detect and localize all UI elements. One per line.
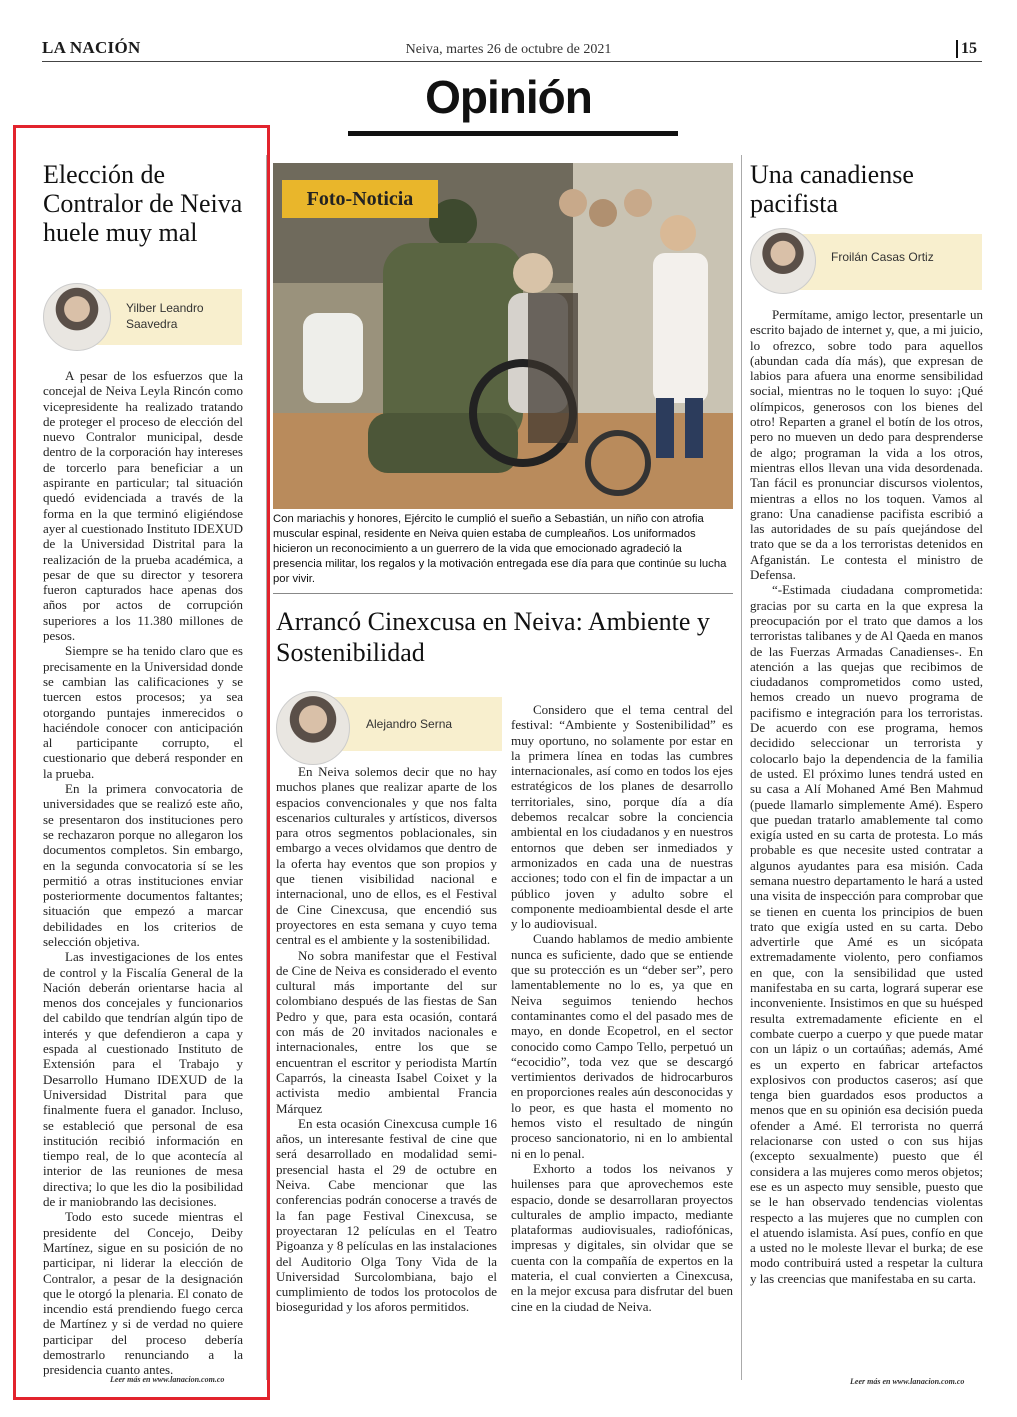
col2-headline: Arrancó Cinexcusa en Neiva: Ambiente y Sostenibilidad [276, 607, 710, 667]
col3-article-body [750, 307, 983, 1286]
paragraph: Considero que el tema central del festival: “Ambiente y Sostenibilidad” es muy oportuno, no solamente por estar en la primera línea en todas las cumbres internacionales, así como en todos los ejes estratégicos de los planes de desarrollo territoriales, sino, porque día a día debemos recalcar sobre la conciencia ambiental en los ciudadanos y en nuestros entornos que deben ser inmediados y armonizados en cada una de nuestras acciones; todo con el fin de impactar a un público joven y adulto sobre el componente medioambiental desde el arte y lo audiovisual. [511, 702, 733, 932]
col2-article-body-left [276, 764, 497, 1315]
col3-read-more: Leer más en www.lanacion.com.co [850, 1377, 965, 1386]
col1-read-more: Leer más en www.lanacion.com.co [110, 1375, 225, 1384]
col1-article-body [43, 368, 243, 1378]
paragraph: En la primera convocatoria de universidades que se realizó este año, se presentaron dos instituciones pero se rechazaron porque no allegaron los documentos completos. Sin embargo, en la segunda convocatoria sí se les permitió a otras instituciones enviar posteriormente documentos faltantes; situación que empezó a marcar debilidades en los criterios de selección objetiva. [43, 781, 243, 949]
col3-author-name: Froilán Casas Ortiz [831, 250, 934, 264]
paragraph: Cuando hablamos de medio ambiente nunca es suficiente, dado que se entiende que su protección es un “deber ser”, pero lamentablemente no lo es, ya que en Neiva seguimos teniendo hechos contaminantes como el del pasado mes de mayo, en donde Ecopetrol, en el sector conocido como Campo Tello, perpetuó un “ecocidio”, toda vez que se descargó vertimientos derivados de hidrocarburos en proporciones reales aún desconocidas y lo peor, es que hasta el momento no hemos visto el resultado de ningún proceso sancionatorio, ni en lo ambiental ni en lo penal. [511, 931, 733, 1161]
paragraph: Siempre se ha tenido claro que es precisamente en la Universidad donde se cambian las calificaciones y se tuercen estos procesos; ya sea otorgando puntajes inmerecidos o haciéndole conocer con anticipación al participante corrupto, el cuestionario que deberá responder en la prueba. [43, 643, 243, 781]
masthead-divider [42, 61, 982, 62]
column-divider [266, 155, 267, 1380]
paragraph: Permítame, amigo lector, presentarle un escrito bajado de internet y, que, a mi juicio, lo ofrezco, sobre todo para aquellos (abundan cada día más), que expresan de labios para afuera una enorme sensibilidad social, mientras no le toquen lo suyo: ¡Qué olímpicos, generosos con los bienes del otro! Reparten a granel el botín de los otros, pero no mueven un dedo para desprenderse de algo; programan la vida a los otros, mientras ellos llevan una vida desordenada. Tan fácil es pronunciar discursos violentos, mientras a ellos no los toquen. Vamos al grano: Una canadiense pacifista escribió a las autoridades de su país quejándose del trato que se da a los terroristas detenidos en Afganistán. Le contesta el ministro de Defensa. [750, 307, 983, 583]
section-title-underline [348, 131, 678, 136]
column-divider [741, 155, 742, 1380]
page-number: 15 [956, 40, 977, 58]
col2-author-name: Alejandro Serna [366, 717, 453, 731]
paragraph: A pesar de los esfuerzos que la concejal de Neiva Leyla Rincón como vicepresidente ha realizado tratando de proteger el proceso de elección del nuevo Contralor municipal, desde dentro de la corporación hay intereses de torcerlo para beneficiar a un aspirante en particular; tal situación quedó evidenciada a través de la forma en la que terminó eligiéndose ayer al cuestionado Instituto IDEXUD de la Universidad Distrital para la realización de la prueba académica, a pesar de que su director y tesorera fueron capturados hace apenas dos años por actos de corrupción superiores a los 11.380 millones de pesos. [43, 368, 244, 644]
newspaper-logo: LA NACIÓN [42, 38, 141, 57]
col3-author-avatar [750, 228, 816, 294]
paragraph: En esta ocasión Cinexcusa cumple 16 años, un interesante festival de cine que será desarrollado en modalidad semi-presencial hasta el 29 de octubre en Neiva. Cabe mencionar que las conferencias podrán conocerse a través de la fan page Festival Cinexcusa, se proyectaran 12 películas en el Teatro Pigoanza y 8 películas en las instalaciones del Auditorio Olga Tony Vida de la Universidad Surcolombiana, bajo el cumplimiento de todos los protocolos de bioseguridad y los aforos permitidos. [276, 1115, 497, 1315]
paragraph: “-Estimada ciudadana comprometida: gracias por su carta en la que expresa la preocupación por el trato que damos a los terroristas talibanes y de Al Qaeda en manos de las Fuerzas Armadas Canadienses-. En atención a las quejas que recibimos de ciudadanos comprometidos como usted, hemos creado un nuevo programa de pacifismo e integración para los terroristas. De acuerdo con ese programa, hemos decidido seleccionar un terrorista y colocarlo bajo la dependencia de la familia de usted. El próximo lunes tendrá usted en su casa a Alí Mohaned Amé Ben Mahmud (puede llamarlo simplemente Amé). Espero que puedan tratarlo amablemente tal como exigía usted en su carta de protesta. Lo más probable es que necesite usted contratar a algunos ayudantes para esa misión. Cada semana nuestro departamento le hará a usted una visita de inspección para comprobar que se tienen en cuenta los principios de buen trato que exigía usted en su carta. Debo advertirle que Amé es un sicópata extremadamente violento, pero confiamos en que, con la sensibilidad que usted manifestaba en su carta, logrará superar ese inconveniente. Insistimos en que su huésped resulta extremadamente eficiente en el combate cuerpo a cuerpo y que puede matar con un lápiz o un cortaúñas; además, Amé es un experto en fabricar artefactos explosivos con productos caseros; así que tenga bien guardados esos productos a menos que en su opinión esa decisión pueda ofender a Amé. El terrorista no querrá relacionarse con usted o con sus hijas (excepto sexualmente) puesto que él considera a las mujeres como meros objetos; ese es un aspecto muy sensible, puesto que se le han observado tendencias violentas respecto a las mujeres que no cumplen con el atuendo islamista. Así pues, confío en que a usted no le moleste llevar el burka; de ese modo contribuirá usted a respetar la cultura y las creencias que manifestaba en su carta. [750, 582, 983, 1286]
photo-caption: Con mariachis y honores, Ejército le cumplió el sueño a Sebastián, un niño con atrofia muscular espinal, residente en Neiva quien estaba de cumpleaños. Los uniformados hicieron un reconocimiento a un guerrero de la vida que emocionado agradeció la presencia militar, los regalos y la motivación entregada ese día para que continúe su lucha por vivir. [273, 513, 727, 585]
issue-date: Neiva, martes 26 de octubre de 2021 [405, 42, 612, 57]
section-title: Opinión [425, 71, 592, 123]
col1-author-avatar [43, 283, 111, 351]
col3-headline: Una canadiense pacifista [750, 160, 914, 218]
paragraph: Todo esto sucede mientras el presidente del Concejo, Deiby Martínez, sigue en su posición de no participar, ni liderar la elección de Contralor, a pesar de la designación que le otorgó la plenaria. El conato de incendio está prendiendo fuego cerca de Martínez y si de verdad no quiere participar del proceso debería demostrarlo renunciando a la presidencia cuanto antes. [43, 1209, 243, 1378]
col2-article-body-right [511, 702, 733, 1314]
caption-divider [273, 593, 733, 594]
paragraph: En Neiva solemos decir que no hay muchos planes que realizar aparte de los espacios convencionales y que nos falta escenarios culturales y artísticos, diversos para otros segmentos poblacionales, sin embargo a veces olvidamos que dentro de la oferta hay eventos que son propios y que tienen visibilidad nacional e internacional, uno de ellos, es el Festival de Cine Cinexcusa, que encendió sus proyectores en esta semana y cuyo tema central es el ambiente y la sostenibilidad. [276, 764, 497, 948]
col1-headline: Elección de Contralor de Neiva huele muy mal [43, 160, 243, 247]
paragraph: No sobra manifestar que el Festival de Cine de Neiva es considerado el evento cultural más importante del sur colombiano después de las fiestas de San Pedro y que, para esta ocasión, contará con más de 20 invitados nacionales e internacionales, entre los que se encuentran el escritor y periodista Martín Caparrós, la cineasta Isabel Coixet y la activista medio ambiental Francia Márquez [276, 947, 497, 1116]
col1-author-name: Yilber Leandro Saavedra [126, 301, 204, 331]
paragraph: Las investigaciones de los entes de control y la Fiscalía General de la Nación deberán orientarse hacia al menos dos concejales y funcionarios del cabildo que tendrían algún tipo de interés y que defendieron a capa y espada al cuestionado Instituto de Extensión para el Trabajo y Desarrollo Humano IDEXUD de la Universidad Distrital para que finalmente fuera el ganador. Incluso, se estableció que personal de esa institución recibió información en tiempo real, de lo que acontecía al interior de las reuniones de mesa directiva; lo que les dio la posibilidad de ir maniobrando las decisiones. [43, 949, 243, 1210]
photo-news-label: Foto-Noticia [282, 180, 438, 218]
col2-author-avatar [276, 691, 350, 765]
paragraph: Exhorto a todos los neivanos y huilenses para que aprovechemos este espacio, donde se desarrollaran proyectos culturales de amplio impacto, mediante plataformas audiovisuales, radiofónicas, impresas y digitales, sin olvidar que se cuenta con la compañía de expertos en la materia, el cual convierten a Cinexcusa, en la mejor excusa para disfrutar del buen cine en la ciudad de Neiva. [511, 1160, 733, 1314]
